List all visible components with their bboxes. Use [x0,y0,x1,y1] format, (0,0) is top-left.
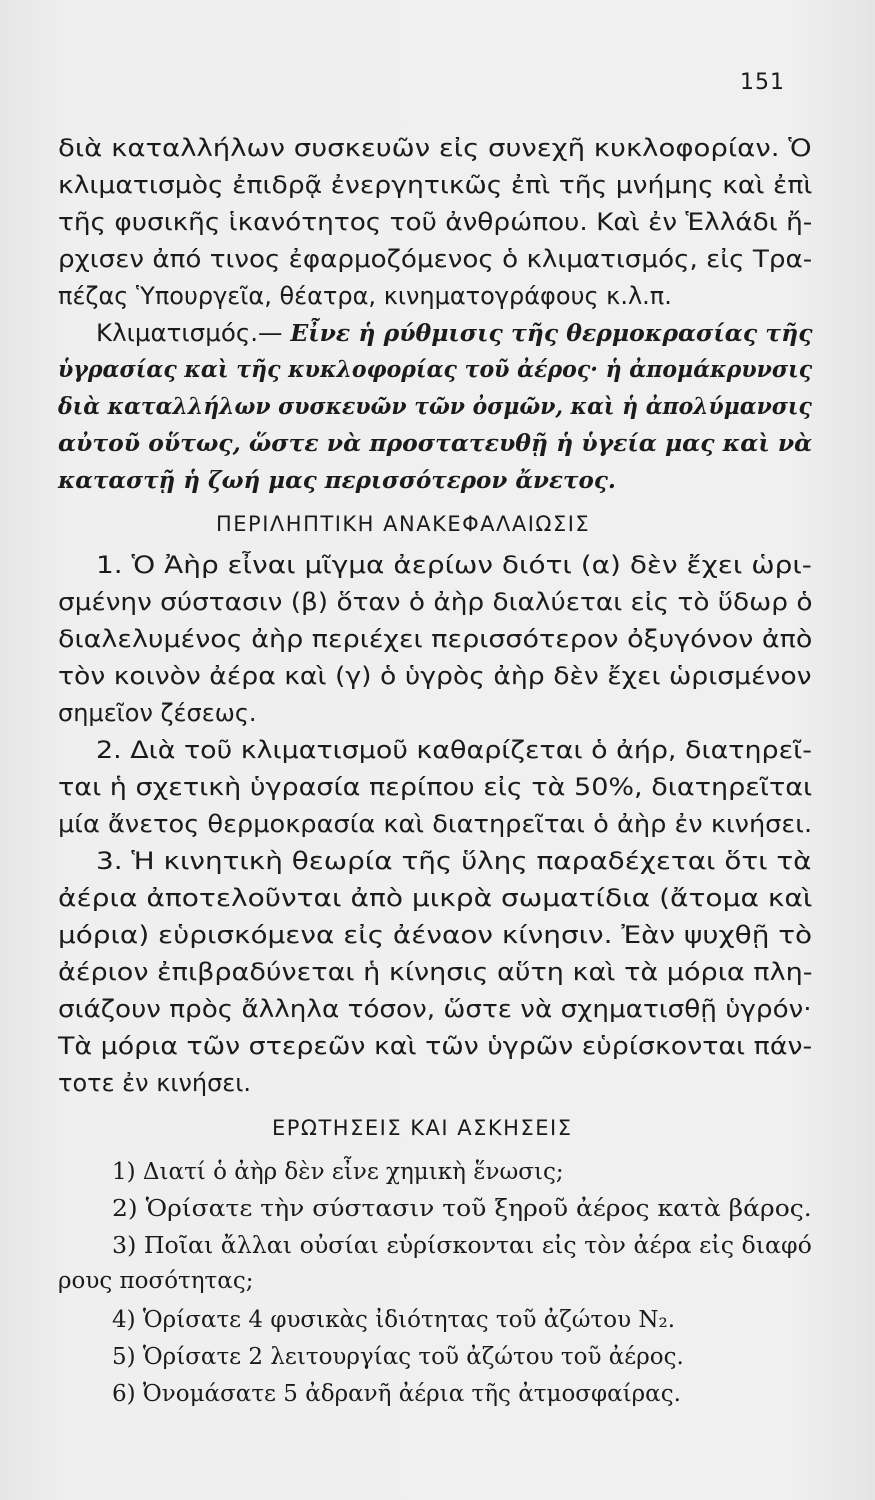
question-5: 5) Ὁρίσατε 2 λειτουργίας τοῦ ἀζώτου τοῦ ἀέρος. [112,1344,684,1370]
summary-line-8: μία ἄνετος θερμοκρασία καὶ διατηρεῖται ὁ ἀὴρ ἐν κινήσει. [58,810,813,838]
summary-line-13: σιάζουν πρὸς ἄλληλα τόσον, ὥστε νὰ σχηματισθῇ ὑγρόν· [58,995,812,1023]
body-line-3: τῆς φυσικῆς ἱκανότητος τοῦ ἀνθρώπου. Καὶ ἐν Ἑλλάδι ἤ- [58,208,813,236]
body-line-1: διὰ καταλλήλων συσκευῶν εἰς συνεχῆ κυκλοφορίαν. Ὁ [58,134,812,162]
definition-line-3: διὰ καταλλήλων συσκευῶν τῶν ὀσμῶν, καὶ ἡ ἀπολύμανσις [58,393,812,420]
summary-line-1: 1. Ὁ Ἀὴρ εἶναι μῖγμα ἀερίων διότι (α) δὲν ἔχει ὡρι- [96,551,812,579]
summary-line-2: σμένην σύστασιν (β) ὅταν ὁ ἀὴρ διαλύεται εἰς τὸ ὕδωρ ὁ [58,588,813,616]
definition-first-line [96,318,812,349]
definition-line-5: καταστῇ ἡ ζωή μας περισσότερον ἄνετος. [58,467,616,494]
question-6: 6) Ὀνομάσατε 5 ἀδρανῆ ἀέρια τῆς ἀτμοσφαίρας. [112,1381,681,1407]
questions-heading: ΕΡΩΤΗΣΕΙΣ ΚΑΙ ΑΣΚΗΣΕΙΣ [272,1116,573,1140]
summary-line-14: Τὰ μόρια τῶν στερεῶν καὶ τῶν ὑγρῶν εὑρίσκονται πάν- [58,1032,813,1060]
summary-line-15: τοτε ἐν κινήσει. [58,1069,252,1097]
body-line-5: πέζας Ὑπουργεῖα, θέατρα, κινηματογράφους κ.λ.π. [58,282,672,310]
question-4: 4) Ὁρίσατε 4 φυσικὰς ἰδιότητας τοῦ ἀζώτου N₂. [112,1307,676,1333]
summary-line-6: 2. Διὰ τοῦ κλιματισμοῦ καθαρίζεται ὁ ἀήρ, διατηρεῖ- [96,736,812,764]
summary-line-9: 3. Ἡ κινητικὴ θεωρία τῆς ὕλης παραδέχεται ὅτι τὰ [96,847,812,875]
summary-line-12: ἀέριον ἐπιβραδύνεται ἡ κίνησις αὕτη καὶ τὰ μόρια πλη- [58,958,813,986]
definition-line-4: αὐτοῦ οὕτως, ὥστε νὰ προστατευθῇ ἡ ὑγεία μας καὶ νὰ [58,430,813,457]
page-number: 151 [740,70,785,95]
summary-line-3: διαλελυμένος ἀὴρ περιέχει περισσότερον ὀξυγόνον ἀπὸ [58,625,813,653]
summary-line-7: ται ἡ σχετικὴ ὑγρασία περίπου εἰς τὰ 50%, διατηρεῖται [58,773,813,801]
body-line-2: κλιματισμὸς ἐπιδρᾷ ἐνεργητικῶς ἐπὶ τῆς μνήμης καὶ ἐπὶ [58,171,813,199]
summary-line-11: μόρια) εὑρισκόμενα εἰς ἀέναον κίνησιν. Ἐὰν ψυχθῇ τὸ [58,921,813,949]
question-1: 1) Διατί ὁ ἀὴρ δὲν εἶνε χημικὴ ἕνωσις; [112,1159,564,1185]
summary-heading: ΠΕΡΙΛΗΠΤΙΚΗ ΑΝΑΚΕΦΑΛΑΙΩΣΙΣ [216,512,591,536]
summary-line-10: ἀέρια ἀποτελοῦνται ἀπὸ μικρὰ σωματίδια (ἄτομα καὶ [58,884,813,912]
question-3: 3) Ποῖαι ἄλλαι οὐσίαι εὑρίσκονται εἰς τὸν ἀέρα εἰς διαφό [112,1233,812,1259]
summary-line-5: σημεῖον ζέσεως. [58,699,257,727]
definition-term: Κλιματισμός.— [96,319,283,347]
definition-line-1: Εἶνε ἡ ρύθμισις τῆς θερμοκρασίας τῆς [290,320,813,347]
question-3-continuation: ρους ποσότητας; [58,1268,254,1294]
summary-line-4: τὸν κοινὸν ἀέρα καὶ (γ) ὁ ὑγρὸς ἀὴρ δὲν ἔχει ὡρισμένον [58,662,812,690]
question-2: 2) Ὁρίσατε τὴν σύστασιν τοῦ ξηροῦ ἀέρος κατὰ βάρος. [112,1196,812,1222]
definition-line-2: ὑγρασίας καὶ τῆς κυκλοφορίας τοῦ ἀέρος· ἡ ἀπομάκρυνσις [58,356,813,383]
body-line-4: ρχισεν ἀπό τινος ἐφαρμοζόμενος ὁ κλιματισμός, εἰς Τρα- [58,245,813,273]
